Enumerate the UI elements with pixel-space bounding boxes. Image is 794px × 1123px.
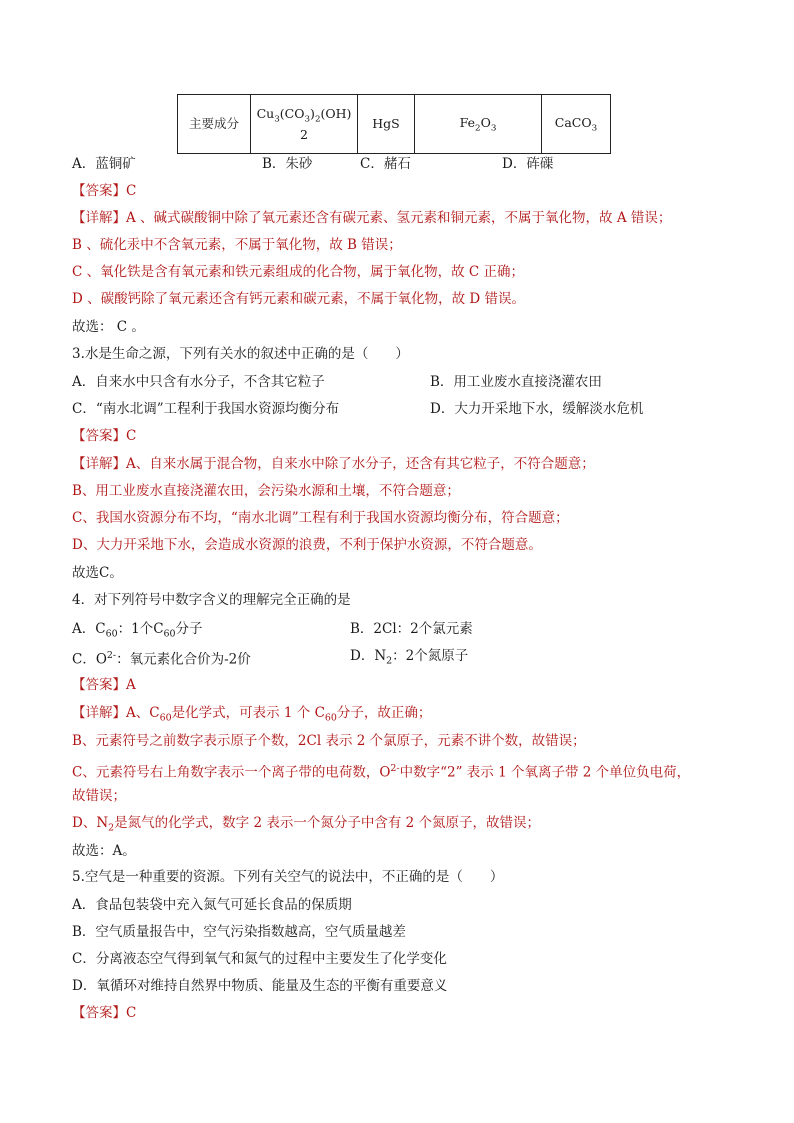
option-d: D．$N_2$：2个氮原子 [350, 648, 469, 667]
table-row [178, 95, 611, 154]
detail-line: D、大力开采地下水，会造成水资源的浪费，不利于保护水资源，不符合题意。 [72, 537, 542, 553]
detail-line: D 、碳酸钙除了氧元素还含有钙元素和碳元素，不属于氧化物，故 D 错误。 [72, 291, 526, 307]
option-a: A．自来水中只含有水分子，不含其它粒子 [72, 374, 325, 390]
question-stem: 5.空气是一种重要的资源。下列有关空气的说法中，不正确的是（ ） [72, 869, 504, 885]
option-a: A．食品包装袋中充入氮气可延长食品的保质期 [72, 897, 352, 913]
detail-line: C 、氧化铁是含有氧元素和铁元素组成的化合物，属于氧化物，故 C 正确； [72, 264, 525, 280]
table-cell-cinnabar: HgS [358, 95, 415, 154]
detail-line: C、我国水资源分布不均，“南水北调”工程有利于我国水资源均衡分布，符合题意； [72, 510, 569, 526]
detail-line: B、元素符号之前数字表示原子个数，2Cl 表示 2 个氯原子，元素不讲个数，故错误； [72, 733, 586, 749]
detail-line: B、用工业废水直接浇灌农田，会污染水源和土壤，不符合题意； [72, 483, 460, 499]
answer-tag: 【答案】C [72, 1005, 137, 1021]
detail-line: 【详解】A 、碱式碳酸铜中除了氧元素还含有碳元素、氢元素和铜元素，不属于氧化物，故 A 错误； [72, 210, 672, 226]
option-b: B．空气质量报告中，空气污染指数越高，空气质量越差 [72, 924, 406, 940]
option-c: C．分离液态空气得到氧气和氮气的过程中主要发生了化学变化 [72, 951, 447, 967]
detail-line: D、$N_2$是氮气的化学式，数字 2 表示一个氮分子中含有 2 个氮原子，故错误； [72, 815, 540, 834]
option-d: D．砗磲 [502, 156, 554, 172]
question-stem: 3.水是生命之源，下列有关水的叙述中正确的是（ ） [72, 346, 409, 362]
table-cell-hematite: $Fe_2O_3$ [415, 95, 542, 154]
answer-tag: 【答案】C [72, 428, 137, 444]
mineral-table [177, 94, 611, 154]
option-c: C．“南水北调”工程利于我国水资源均衡分布 [72, 401, 340, 417]
answer-tag: 【答案】A [72, 677, 136, 693]
option-b: B．朱砂 [262, 156, 313, 172]
option-b: B．用工业废水直接浇灌农田 [430, 374, 602, 390]
answer-tag: 【答案】C [72, 183, 137, 199]
table-header-cell: 主要成分 [178, 95, 251, 154]
detail-line: C、元素符号右上角数字表示一个离子带的电荷数，$O^{2-}$中数字“2” 表示 1 个氧离子带 2 个单位负电荷， [72, 763, 691, 781]
detail-line: B 、硫化汞中不含氧元素，不属于氧化物，故 B 错误； [72, 237, 402, 253]
table-cell-clam: CaCO$_3$ [542, 95, 611, 154]
choose-line: 故选C。 [72, 565, 123, 581]
option-a: A．蓝铜矿 [72, 156, 136, 172]
option-b: B．2Cl：2个氯元素 [350, 621, 473, 637]
option-d: D．大力开采地下水，缓解淡水危机 [430, 401, 644, 417]
option-c: C．$O^{2-}$：氧元素化合价为-2价 [72, 650, 251, 668]
detail-line: 故错误； [72, 788, 126, 804]
option-c: C．赭石 [360, 156, 411, 172]
detail-line: 【详解】A、自来水属于混合物，自来水中除了水分子，还含有其它粒子，不符合题意； [72, 456, 595, 472]
detail-line: 【详解】A、$C_{60}$是化学式，可表示 1 个 $C_{60}$分子，故正确； [72, 705, 432, 724]
question-stem: 4．对下列符号中数字含义的理解完全正确的是 [72, 592, 351, 608]
table-cell-azurite: $Cu_3(CO_3)_2(OH)$ 2 [251, 95, 358, 154]
option-d: D．氧循环对维持自然界中物质、能量及生态的平衡有重要意义 [72, 978, 448, 994]
choose-line: 故选：A。 [72, 843, 136, 859]
option-a: A．$C_{60}$：1个$C_{60}$分子 [72, 621, 203, 640]
choose-line: 故选： C 。 [72, 319, 145, 335]
